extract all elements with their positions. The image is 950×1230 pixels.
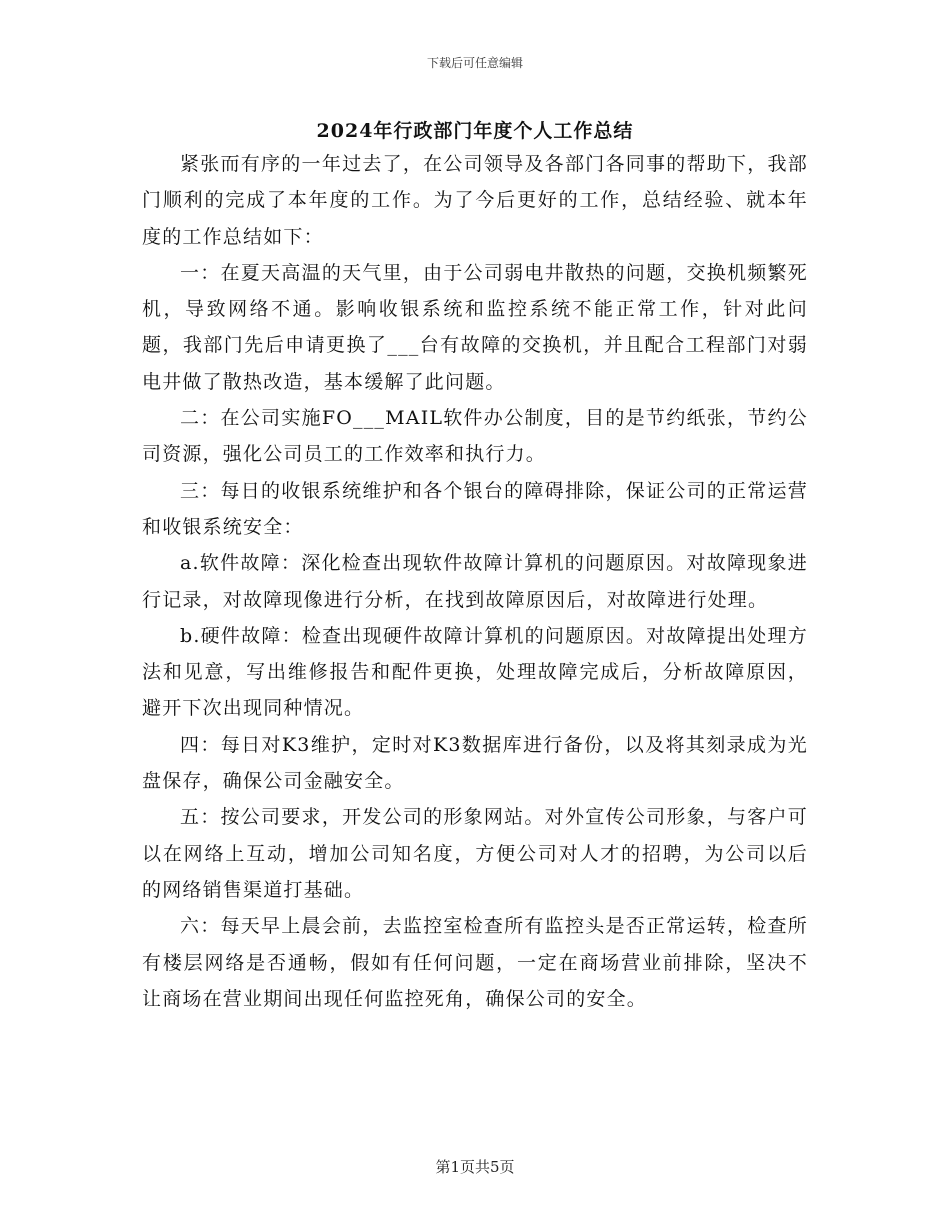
paragraph-item-4: 四：每日对K3维护，定时对K3数据库进行备份，以及将其刻录成为光盘保存，确保公司金融安全。 [142,733,808,793]
paragraph-item-3: 三：每日的收银系统维护和各个银台的障碍排除，保证公司的正常运营和收银系统安全： [142,479,808,538]
paragraph-intro: 紧张而有序的一年过去了，在公司领导及各部门各同事的帮助下，我部门顺利的完成了本年度的工作。为了今后更好的工作，总结经验、就本年度的工作总结如下： [142,153,808,248]
paragraph-item-3b: b.硬件故障：检查出现硬件故障计算机的问题原因。对故障提出处理方法和见意，写出维修报告和配件更换，处理故障完成后，分析故障原因，避开下次出现同种情况。 [142,624,808,720]
document-body [142,146,808,1017]
paragraph-item-5: 五：按公司要求，开发公司的形象网站。对外宣传公司形象，与客户可以在网络上互动，增加公司知名度，方便公司对人才的招聘，为公司以后的网络销售渠道打基础。 [142,806,808,901]
paragraph-item-6: 六：每天早上晨会前，去监控室检查所有监控头是否正常运转，检查所有楼层网络是否通畅，假如有任何问题，一定在商场营业前排除，坚决不让商场在营业期间出现任何监控死角，确保公司的安全。 [142,915,808,1010]
header-note: 下载后可任意编辑 [426,56,523,70]
paragraph-item-1: 一：在夏天高温的天气里，由于公司弱电井散热的问题，交换机频繁死机，导致网络不通。影响收银系统和监控系统不能正常工作，针对此问题，我部门先后申请更换了___台有故障的交换机，并且配合工程部门对弱电井做了散热改造，基本缓解了此问题。 [142,261,808,393]
page-indicator: 第1页共5页 [435,1158,515,1176]
paragraph-item-3a: a.软件故障：深化检查出现软件故障计算机的问题原因。对故障现象进行记录，对故障现像进行分析，在找到故障原因后，对故障进行处理。 [142,552,808,611]
paragraph-item-2: 二：在公司实施FO___MAIL软件办公制度，目的是节约纸张，节约公司资源，强化公司员工的工作效率和执行力。 [142,407,808,466]
document-title: 2024年行政部门年度个人工作总结 [316,120,634,142]
